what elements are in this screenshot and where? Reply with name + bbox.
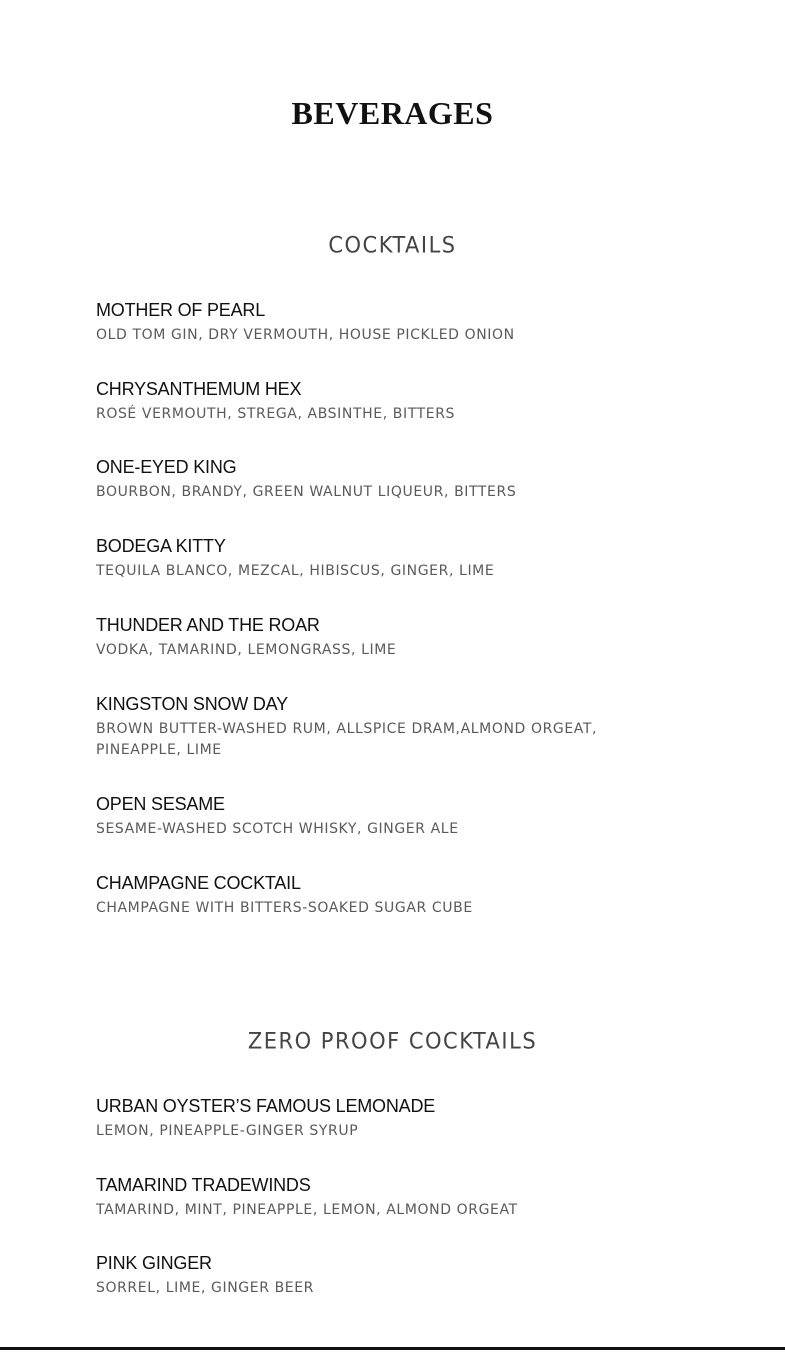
menu-item-name: BODEGA KITTY — [96, 536, 226, 556]
menu-item-name: THUNDER AND THE ROAR — [96, 615, 320, 635]
menu-item-name: CHAMPAGNE COCKTAIL — [96, 873, 301, 893]
menu-item — [96, 1174, 656, 1221]
menu-item — [96, 872, 656, 919]
menu-item-description: SESAME-WASHED SCOTCH WHISKY, GINGER ALE — [96, 821, 459, 837]
menu-item-description: TAMARIND, MINT, PINEAPPLE, LEMON, ALMOND ORGEAT — [96, 1202, 518, 1218]
menu-item-name: OPEN SESAME — [96, 794, 225, 814]
menu-item — [96, 614, 656, 661]
menu-item-description: BOURBON, BRANDY, GREEN WALNUT LIQUEUR, BITTERS — [96, 484, 517, 500]
menu-item — [96, 693, 656, 761]
menu-item-name: TAMARIND TRADEWINDS — [96, 1175, 311, 1195]
section-title-cocktails: COCKTAILS — [328, 232, 457, 258]
menu-item-description: LEMON, PINEAPPLE-GINGER SYRUP — [96, 1123, 359, 1139]
menu-item — [96, 378, 656, 425]
menu-item — [96, 456, 656, 503]
menu-item-name: KINGSTON SNOW DAY — [96, 694, 288, 714]
page-title: BEVERAGES — [291, 95, 494, 131]
menu-item-description: BROWN BUTTER-WASHED RUM, ALLSPICE DRAM,ALMOND ORGEAT, PINEAPPLE, LIME — [96, 721, 598, 758]
menu-item-description: TEQUILA BLANCO, MEZCAL, HIBISCUS, GINGER, LIME — [96, 563, 495, 579]
menu-item — [96, 793, 656, 840]
menu-item-name: MOTHER OF PEARL — [96, 300, 266, 320]
section-title-zero-proof: ZERO PROOF COCKTAILS — [247, 1028, 538, 1054]
menu-item-name: URBAN OYSTER’S FAMOUS LEMONADE — [96, 1096, 436, 1116]
menu-item — [96, 1252, 656, 1299]
menu-item — [96, 1095, 656, 1142]
menu-item-name: CHRYSANTHEMUM HEX — [96, 379, 302, 399]
menu-item-description: ROSÉ VERMOUTH, STREGA, ABSINTHE, BITTERS — [96, 406, 456, 422]
menu-item-description: OLD TOM GIN, DRY VERMOUTH, HOUSE PICKLED ONION — [96, 327, 515, 343]
menu-item-name: PINK GINGER — [96, 1253, 212, 1273]
menu-item — [96, 299, 656, 346]
menu-item-description: SORREL, LIME, GINGER BEER — [96, 1280, 315, 1296]
menu-item-description: CHAMPAGNE WITH BITTERS-SOAKED SUGAR CUBE — [96, 900, 473, 916]
menu-item-name: ONE-EYED KING — [96, 457, 237, 477]
bottom-border-rule — [0, 1347, 785, 1350]
menu-item-description: VODKA, TAMARIND, LEMONGRASS, LIME — [96, 642, 397, 658]
menu-item — [96, 535, 656, 582]
